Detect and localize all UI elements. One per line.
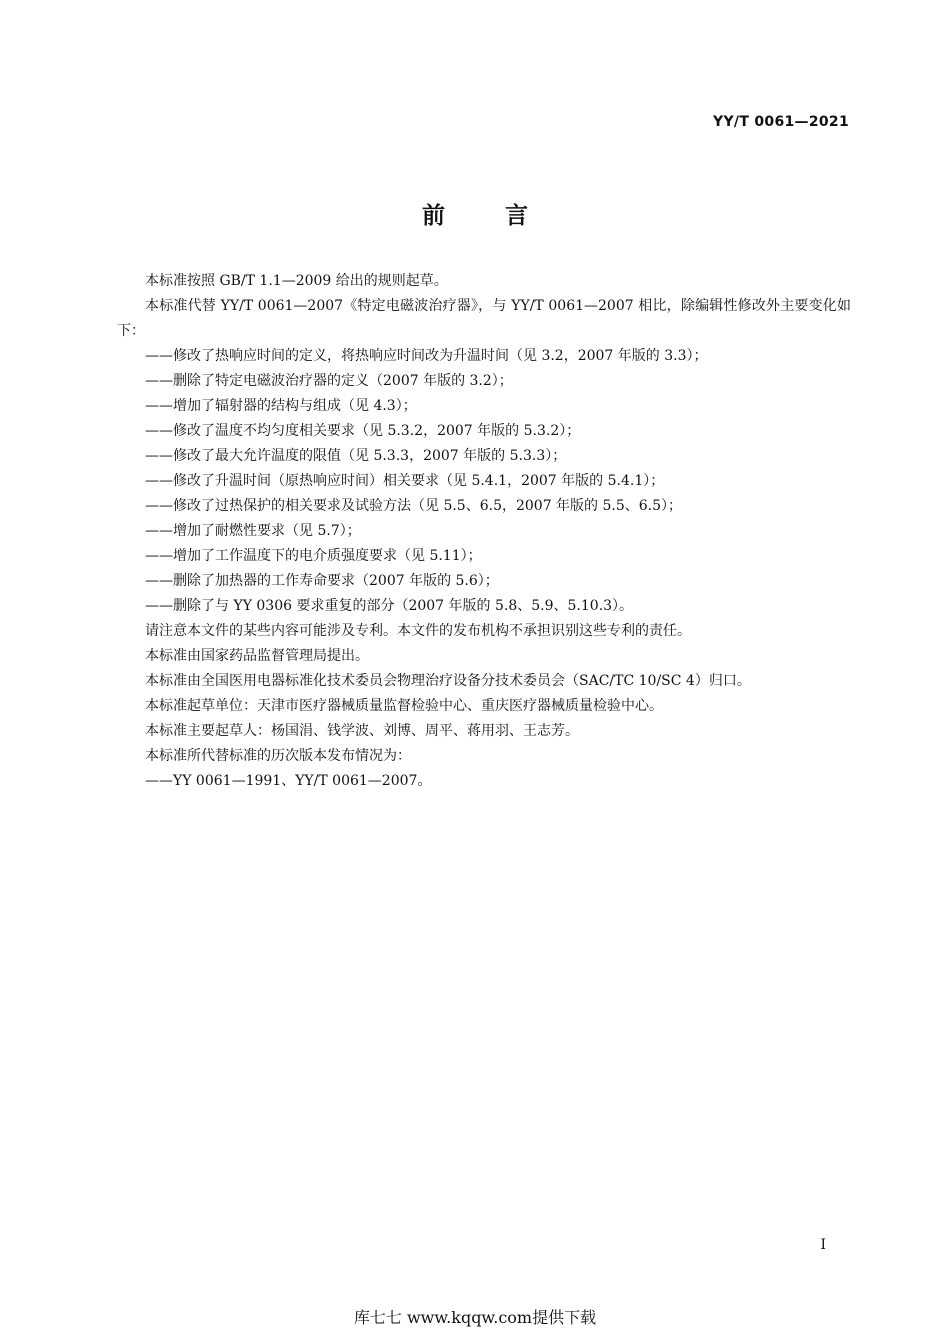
paragraph: 本标准起草单位：天津市医疗器械质量监督检验中心、重庆医疗器械质量检验中心。 (145, 698, 663, 714)
download-footer: 库七七 www.kqqw.com提供下载 (353, 1308, 597, 1327)
paragraph: 请注意本文件的某些内容可能涉及专利。本文件的发布机构不承担识别这些专利的责任。 (145, 623, 691, 639)
change-item: ——修改了温度不均匀度相关要求（见 5.3.2，2007 年版的 5.3.2）； (145, 423, 581, 439)
change-item: ——修改了热响应时间的定义，将热响应时间改为升温时间（见 3.2，2007 年版的 3.3）； (145, 348, 708, 364)
standard-code: YY/T 0061—2021 (713, 114, 849, 130)
change-item: ——删除了加热器的工作寿命要求（2007 年版的 5.6）； (145, 573, 499, 589)
change-item: ——修改了最大允许温度的限值（见 5.3.3，2007 年版的 5.3.3）； (145, 448, 567, 464)
change-item: ——删除了与 YY 0306 要求重复的部分（2007 年版的 5.8、5.9、5.10.3）。 (145, 598, 634, 614)
paragraph: 本标准所代替标准的历次版本发布情况为： (145, 748, 411, 764)
paragraph: 本标准由全国医用电器标准化技术委员会物理治疗设备分技术委员会（SAC/TC 10/SC 4）归口。 (145, 673, 751, 689)
change-item: ——增加了耐燃性要求（见 5.7）； (145, 523, 361, 539)
title-char-2: 言 (505, 203, 528, 229)
change-item: ——增加了辐射器的结构与组成（见 4.3）； (145, 398, 417, 414)
page-title (0, 197, 950, 230)
paragraph: ——YY 0061—1991、YY/T 0061—2007。 (145, 773, 432, 789)
foreword-body (117, 269, 851, 794)
change-item: ——修改了升温时间（原热响应时间）相关要求（见 5.4.1，2007 年版的 5.4.1）； (145, 473, 665, 489)
paragraph: 本标准主要起草人：杨国涓、钱学波、刘博、周平、蒋用羽、王志芳。 (145, 723, 579, 739)
paragraph: 本标准按照 GB/T 1.1—2009 给出的规则起草。 (145, 273, 448, 289)
change-item: ——修改了过热保护的相关要求及试验方法（见 5.5、6.5，2007 年版的 5.5、6.5）； (145, 498, 683, 514)
change-item: ——增加了工作温度下的电介质强度要求（见 5.11）； (145, 548, 482, 564)
paragraph: 本标准代替 YY/T 0061—2007《特定电磁波治疗器》，与 YY/T 0061—2007 相比，除编辑性修改外主要变化如下： (117, 298, 851, 339)
paragraph: 本标准由国家药品监督管理局提出。 (145, 648, 369, 664)
page-number: I (820, 1237, 826, 1253)
change-item: ——删除了特定电磁波治疗器的定义（2007 年版的 3.2）； (145, 373, 513, 389)
title-char-1: 前 (422, 203, 445, 229)
